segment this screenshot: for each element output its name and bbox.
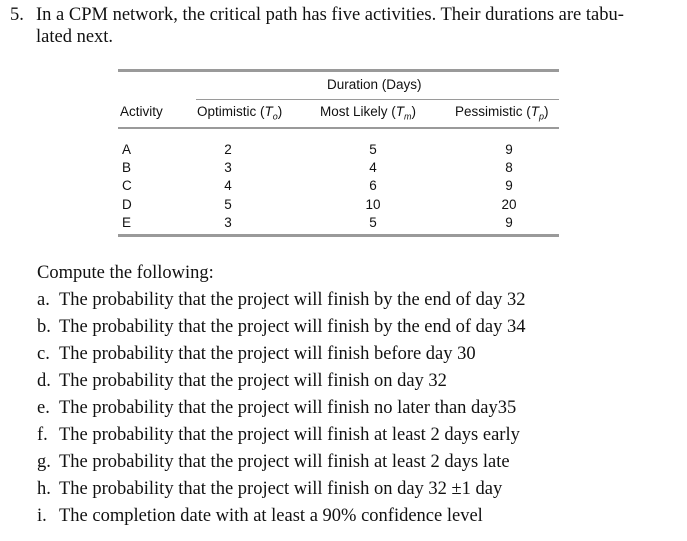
- question-text: The probability that the project will finish on day 32 ±1 day: [59, 479, 503, 499]
- table-bottom-rule: [118, 234, 559, 237]
- most-likely-column: [360, 141, 386, 232]
- question-letter: e.: [37, 398, 50, 418]
- most-likely-column-header: Most Likely $(T_m)$: [320, 104, 417, 122]
- question-item: [37, 289, 677, 316]
- problem-statement: [10, 4, 680, 48]
- question-letter: f.: [37, 425, 48, 445]
- optimistic-column: [218, 141, 238, 232]
- question-item: [37, 397, 677, 424]
- table-cell: 5: [369, 214, 377, 230]
- table-cell: A: [122, 142, 132, 157]
- optimistic-column-header: Optimistic $(T_o)$: [197, 104, 283, 122]
- question-letter: d.: [37, 371, 51, 391]
- pessimistic-column-header: Pessimistic $(T_p)$: [455, 104, 549, 122]
- question-text: The probability that the project will finish before day 30: [59, 344, 476, 364]
- table-cell: 4: [224, 178, 232, 194]
- table-cell: 2: [224, 142, 232, 157]
- activity-column-header: Activity: [120, 104, 163, 119]
- table-cell: D: [122, 196, 132, 212]
- table-cell: 8: [505, 160, 513, 176]
- questions-intro: Compute the following:: [37, 263, 214, 283]
- table-cell: 4: [369, 160, 377, 176]
- table-cell: B: [122, 160, 132, 176]
- table-cell: C: [122, 178, 132, 194]
- question-text: The probability that the project will finish by the end of day 34: [59, 317, 526, 337]
- question-item: [37, 316, 677, 343]
- problem-number: 5.: [10, 5, 24, 25]
- question-item: [37, 424, 677, 451]
- table-header-rule: [118, 127, 559, 129]
- question-text: The probability that the project will finish by the end of day 32: [59, 290, 526, 310]
- problem-text-line2: lated next.: [36, 27, 114, 47]
- question-item: [37, 451, 677, 478]
- table-cell: 3: [224, 160, 232, 176]
- table-cell: 6: [369, 178, 377, 194]
- question-letter: c.: [37, 344, 50, 364]
- problem-text-line1: In a CPM network, the critical path has five activities. Their durations are tabu-: [36, 5, 624, 25]
- duration-table: [118, 69, 559, 237]
- table-cell: 10: [365, 196, 381, 212]
- table-cell: 5: [224, 196, 232, 212]
- question-item: [37, 343, 677, 370]
- question-text: The probability that the project will finish at least 2 days late: [59, 452, 510, 472]
- question-letter: g.: [37, 452, 51, 472]
- question-letter: a.: [37, 290, 50, 310]
- question-text: The completion date with at least a 90% confidence level: [59, 506, 483, 526]
- questions-section: [37, 262, 677, 532]
- table-cell: 20: [501, 196, 517, 212]
- duration-group-header: Duration (Days): [327, 77, 422, 92]
- table-cell: 3: [224, 214, 232, 230]
- question-text: The probability that the project will finish no later than day35: [59, 398, 517, 418]
- question-item: [37, 505, 677, 532]
- question-letter: i.: [37, 506, 47, 526]
- question-text: The probability that the project will finish on day 32: [59, 371, 447, 391]
- table-cell: E: [122, 214, 132, 230]
- question-letter: b.: [37, 317, 51, 337]
- activity-column: [122, 141, 132, 232]
- table-cell: 9: [505, 142, 513, 157]
- question-item: [37, 478, 677, 505]
- table-cell: 9: [505, 178, 513, 194]
- question-text: The probability that the project will finish at least 2 days early: [59, 425, 520, 445]
- question-letter: h.: [37, 479, 51, 499]
- table-cell: 9: [505, 214, 513, 230]
- table-top-rule: [118, 69, 559, 72]
- pessimistic-column: [496, 141, 522, 232]
- duration-group-rule: [196, 99, 559, 100]
- table-cell: 5: [369, 142, 377, 157]
- question-item: [37, 370, 677, 397]
- question-list: [37, 289, 677, 532]
